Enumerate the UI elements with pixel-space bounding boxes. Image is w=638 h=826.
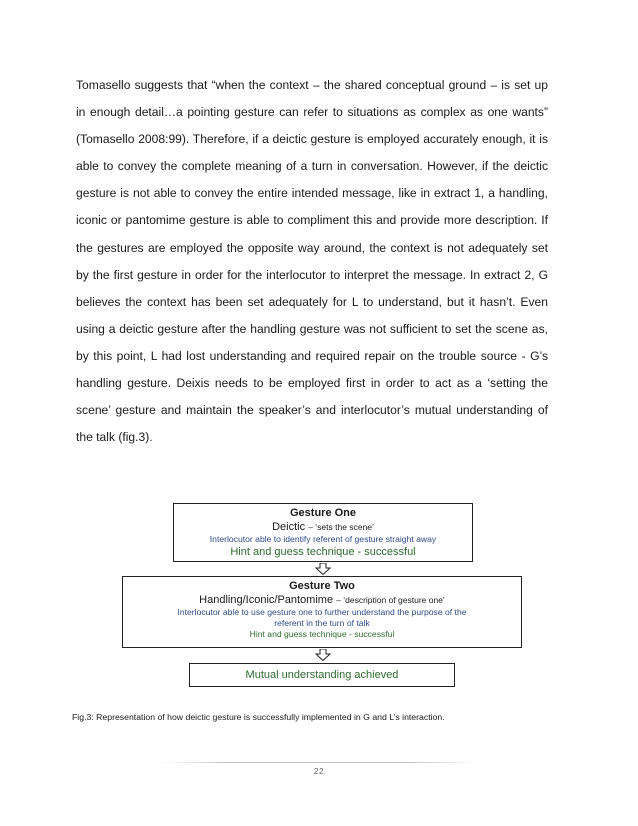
page-number: 22 xyxy=(313,766,325,776)
gesture-two-box xyxy=(122,576,522,648)
gesture-two-type xyxy=(123,593,521,607)
footer-divider xyxy=(160,762,478,763)
gesture-one-type-desc: – ‘sets the scene’ xyxy=(308,522,374,532)
gesture-two-note-line1: Interlocutor able to use gesture one to further understand the purpose of the xyxy=(177,607,467,617)
gesture-one-box xyxy=(173,503,473,562)
gesture-one-result: Hint and guess technique - successful xyxy=(230,546,416,558)
body-paragraph: Tomasello suggests that “when the context – the shared conceptual ground – is set up in enough detail…a pointing gesture can refer to situations as complex as one wants” (Tomasello 2008:99). Therefore, if a deictic gesture is employed accurately enough, it is able to convey the complete meaning of a turn in conversation. However, if the deictic gesture is not able to convey the entire intended message, like in extract 1, a handling, iconic or pantomime gesture is able to compliment this and provide more description. If the gestures are employed the opposite way around, the context is not adequately set by the first gesture in order for the interlocutor to interpret the message. In extract 2, G believes the context has been set adequately for L to understand, but it hasn’t. Even using a deictic gesture after the handling gesture was not sufficient to set the scene as, by this point, L had lost understanding and required repair on the trouble source - G’s handling gesture. Deixis needs to be employed first in order to act as a ‘setting the scene’ gesture and maintain the speaker’s and interlocutor’s mutual understanding of the talk (fig.3). xyxy=(76,78,548,445)
gesture-two-type-desc: – ‘description of gesture one’ xyxy=(336,595,445,605)
gesture-one-note: Interlocutor able to identify referent of gesture straight away xyxy=(209,534,437,544)
figure-caption: Fig.3: Representation of how deictic gesture is successfully implemented in G and L’s interaction. xyxy=(72,712,445,722)
gesture-two-result: Hint and guess technique - successful xyxy=(249,629,395,639)
mutual-understanding-text: Mutual understanding achieved xyxy=(245,669,399,681)
down-arrow-icon xyxy=(315,649,331,661)
gesture-one-type-label: Deictic xyxy=(272,521,306,533)
mutual-understanding-box xyxy=(189,663,455,687)
gesture-two-title: Gesture Two xyxy=(289,580,355,592)
gesture-one-type xyxy=(174,520,472,534)
gesture-two-note-line2: referent in the turn of talk xyxy=(274,618,370,628)
gesture-two-type-label: Handling/Iconic/Pantomime xyxy=(199,594,334,606)
gesture-one-title: Gesture One xyxy=(289,507,357,519)
down-arrow-icon xyxy=(315,563,331,575)
